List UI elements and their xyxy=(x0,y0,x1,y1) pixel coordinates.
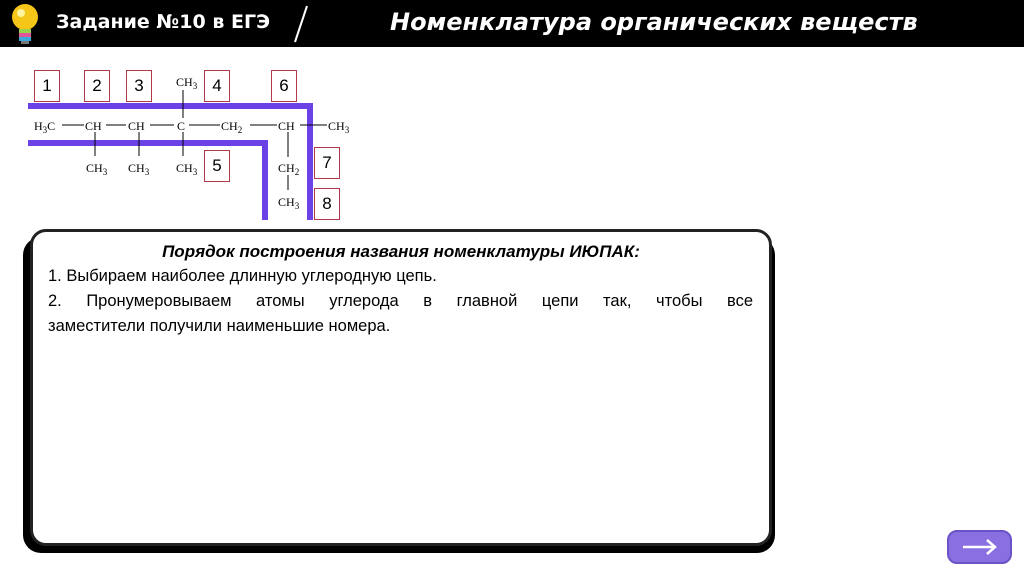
substituent-ch3-bottom: $CH_3$ xyxy=(176,161,198,177)
structural-formula xyxy=(0,60,380,230)
card-heading: Порядок построения названия номенклатуры ИЮПАК: xyxy=(162,242,640,261)
carbon-number-3: 3 xyxy=(126,70,152,102)
rules-card xyxy=(30,229,772,546)
carbon-number-6: 6 xyxy=(271,70,297,102)
lightbulb-icon xyxy=(8,2,42,46)
atom-ch3-end: $CH_3$ xyxy=(328,119,350,135)
rule-2: 2. Пронумеровываем атомы углерода в главной цепи так, чтобы все xyxy=(48,292,753,310)
arrow-right-icon xyxy=(949,532,1010,562)
atom-ch2-main: $CH_2$ xyxy=(221,119,243,135)
topic-title: Номенклатура органических веществ xyxy=(390,8,918,36)
branch-ch2: $CH_2$ xyxy=(278,161,300,177)
carbon-number-4: 4 xyxy=(204,70,230,102)
carbon-number-1: 1 xyxy=(34,70,60,102)
carbon-number-2: 2 xyxy=(84,70,110,102)
task-title: Задание №10 в ЕГЭ xyxy=(56,11,271,33)
carbon-number-5: 5 xyxy=(204,150,230,182)
header-bar xyxy=(0,0,1024,47)
atom-ch-1: CH xyxy=(85,119,102,133)
header-divider xyxy=(293,4,309,44)
substituent-ch3-2: $CH_3$ xyxy=(128,161,150,177)
atom-c: C xyxy=(177,119,186,133)
substituent-ch3-top: $CH_3$ xyxy=(176,75,198,91)
carbon-number-8: 8 xyxy=(314,188,340,220)
rule-2-continued: заместители получили наименьшие номера. xyxy=(48,317,391,335)
carbon-number-7: 7 xyxy=(314,147,340,179)
atom-ch-3: CH xyxy=(278,119,295,133)
substituent-ch3-1: $CH_3$ xyxy=(86,161,108,177)
rule-1: 1. Выбираем наиболее длинную углеродную цепь. xyxy=(48,267,437,285)
next-slide-button[interactable] xyxy=(947,530,1012,564)
atom-h3c: $H_3C$ xyxy=(34,119,56,135)
atom-ch-2: CH xyxy=(128,119,145,133)
branch-ch3: $CH_3$ xyxy=(278,195,300,211)
